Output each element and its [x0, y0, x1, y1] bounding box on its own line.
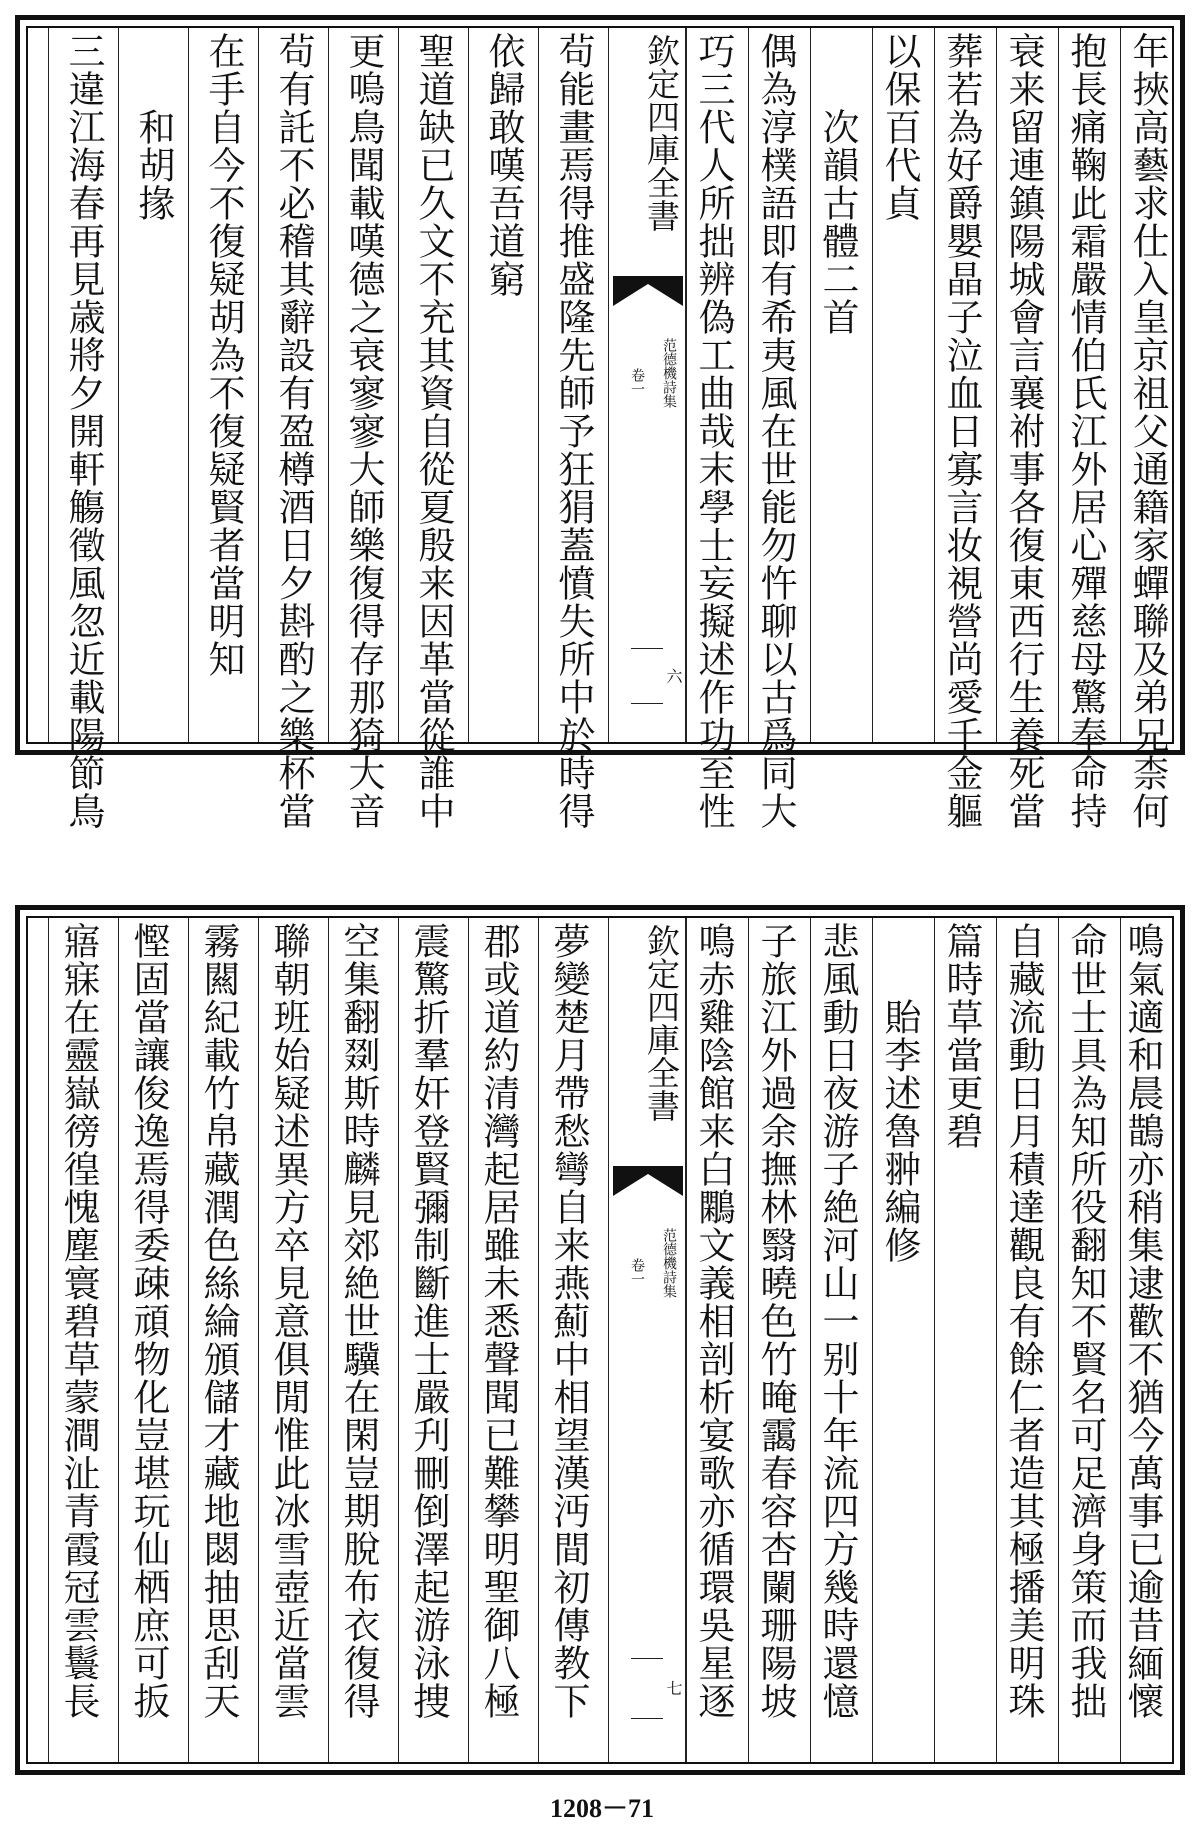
- fish-tail-mark-icon: [613, 276, 683, 306]
- column-text: 衰来留連鎮陽城會言襄祔事各復東西行生養死當: [1002, 32, 1045, 830]
- text-column: [748, 918, 810, 1762]
- text-column: [398, 918, 468, 1762]
- text-column: [810, 918, 872, 1762]
- text-column: [996, 918, 1058, 1762]
- divider-line: [631, 1718, 663, 1719]
- column-text: 三違江海春再見歳將夕開軒觴徵風忽近載陽節鳥: [62, 32, 105, 830]
- text-column: [538, 918, 608, 1762]
- column-text: 鳴赤雞陰館来白鷴文義相剖析宴歌亦循環吳星逐: [692, 922, 735, 1720]
- text-column: [48, 28, 118, 830]
- column-text: 悲風動日夜游子絶河山一别十年流四方幾時還憶: [816, 922, 859, 1720]
- text-column: [996, 28, 1058, 830]
- center-fold-column: [608, 28, 686, 742]
- text-column: [398, 28, 468, 830]
- text-column: [328, 918, 398, 1762]
- column-text: 鳴氣適和晨鵲亦稍集逮歡不猶今萬事已逾昔緬懷: [1121, 922, 1164, 1720]
- column-text: 命世士具為知所役翻知不賢名可足濟身策而我拙: [1064, 922, 1107, 1720]
- text-column: [118, 918, 188, 1762]
- column-text: 震驚折羣奸登賢彌制斷進士嚴刋刪倒澤起游泳捜: [407, 922, 450, 1720]
- column-text: 子旅江外過余撫林翳曉色竹晻靄春容杏闌珊陽坡: [754, 922, 797, 1720]
- book-title: 范德機詩集: [661, 1228, 677, 1298]
- text-column: [538, 28, 608, 830]
- text-column: [1120, 28, 1182, 830]
- page-number: 七: [664, 1680, 683, 1696]
- section-heading-column: [810, 28, 872, 742]
- column-text: 抱長痛鞠此霜嚴情伯氏江外居心殫慈母驚奉命持: [1064, 32, 1107, 830]
- text-column: [686, 918, 748, 1762]
- top-page-frame: [26, 26, 1174, 830]
- text-column: [934, 918, 996, 1762]
- column-text: 郡或道約清灣起居雖未悉聲聞已難攀明聖御八極: [477, 922, 520, 1720]
- top-page-panel: [15, 15, 1185, 830]
- juan-label: 卷一: [629, 368, 645, 396]
- text-column: [934, 28, 996, 830]
- text-column: [48, 918, 118, 1762]
- text-column: [1120, 918, 1182, 1762]
- bottom-page-frame: [26, 916, 1174, 1764]
- column-text: 寤寐在靈嶽徬徨愧塵寰碧草蒙澗沚青霞冠雲鬟長: [57, 922, 100, 1720]
- page-footer-number: 1208－71: [549, 1794, 654, 1823]
- text-column: [188, 918, 258, 1762]
- text-column: [188, 28, 258, 742]
- divider-line: [631, 703, 663, 704]
- column-text: 年挾高藝求仕入皇京祖父通籍家蟬聯及弟兄柰何: [1126, 32, 1169, 830]
- text-column: [468, 28, 538, 742]
- column-text: 篇時草當更碧: [940, 922, 983, 1150]
- column-text: 以保百代貞: [878, 32, 921, 222]
- column-text: 茍能畫焉得推盛隆先師予狂狷蓋憤失所中於時得: [552, 32, 595, 830]
- library-header: 欽定四庫全書: [642, 924, 681, 1122]
- column-text: 依歸敢嘆吾道窮: [482, 32, 525, 298]
- center-fold-column: [608, 918, 686, 1762]
- fish-tail-mark-icon: [613, 1166, 683, 1196]
- text-column: [1058, 28, 1120, 830]
- divider-line: [631, 1658, 663, 1659]
- column-text: 慳固當讓俊逸焉得委疎頑物化豈堪玩仙栖庶可扳: [127, 922, 170, 1720]
- text-column: [258, 28, 328, 830]
- section-heading: 和胡掾: [132, 32, 175, 222]
- section-heading: 次韻古體二首: [816, 32, 859, 336]
- column-text: 自藏流動日月積達觀良有餘仁者造其極播美明珠: [1002, 922, 1045, 1720]
- page-number: 六: [664, 668, 683, 684]
- column-text: 聖道缺已久文不充其資自從夏殷来因革當從誰中: [412, 32, 455, 830]
- column-text: 聯朝班始疑述異方卒見意俱閒惟此冰雪壺近當雲: [267, 922, 310, 1720]
- juan-label: 卷一: [629, 1258, 645, 1286]
- column-text: 夢變楚月帶愁彎自来燕薊中相望漢沔間初傳教下: [547, 922, 590, 1720]
- divider-line: [631, 648, 663, 649]
- column-text: 巧三代人所拙辨偽工曲哉末學士妄擬述作功至性: [692, 32, 735, 830]
- text-column: [328, 28, 398, 830]
- section-heading: 貽李述魯翀編修: [878, 922, 921, 1264]
- bottom-page-panel: [15, 905, 1185, 1775]
- text-column: [872, 28, 934, 742]
- column-text: 霧闗紀載竹帛藏潤色絲綸頒儲才藏地閟抽思刮天: [197, 922, 240, 1720]
- text-column: [686, 28, 748, 830]
- column-text: 空集翻剟斯時麟見郊絶世驥在閑豈期脫布衣復得: [337, 922, 380, 1720]
- text-column: [258, 918, 328, 1762]
- column-text: 葬若為好爵嬰晶子泣血日寡言妆視營尚愛千金軀: [940, 32, 983, 830]
- library-header: 欽定四庫全書: [642, 34, 681, 232]
- book-title: 范德機詩集: [661, 338, 677, 408]
- section-heading-column: [872, 918, 934, 1762]
- column-text: 在手自今不復疑胡為不復疑賢者當明知: [202, 32, 245, 678]
- text-column: [1058, 918, 1120, 1762]
- text-column: [748, 28, 810, 830]
- section-heading-column: [118, 28, 188, 742]
- column-text: 更嗚鳥聞載嘆德之衰寥寥大師樂復得存那猗大音: [342, 32, 385, 830]
- column-text: 茍有託不必稽其辭設有盈樽酒日夕斟酌之樂杯當: [272, 32, 315, 830]
- column-text: 偶為淳樸語即有希夷風在世能勿忤聊以古爲同大: [754, 32, 797, 830]
- text-column: [468, 918, 538, 1762]
